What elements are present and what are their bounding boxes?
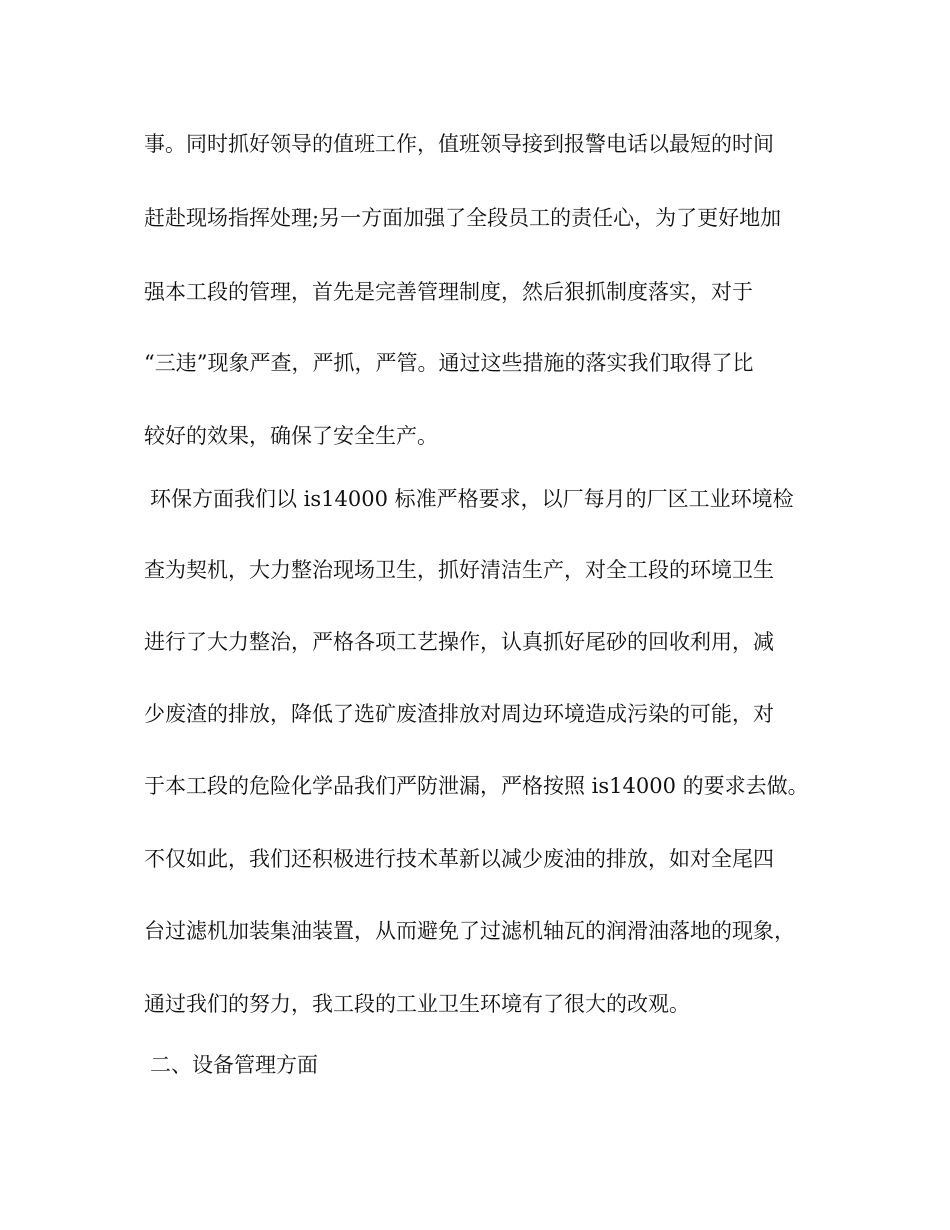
paragraph-line: 赶赴现场指挥处理;另一方面加强了全段员工的责任心，为了更好地加	[144, 206, 782, 230]
paragraph-line: 强本工段的管理，首先是完善管理制度，然后狠抓制度落实，对于	[144, 280, 753, 304]
paragraph-line: 进行了大力整治，严格各项工艺操作，认真抓好尾砂的回收利用，减	[144, 630, 774, 654]
paragraph-line: 查为契机，大力整治现场卫生，抓好清洁生产，对全工段的环境卫生	[144, 558, 774, 582]
paragraph-line: 事。同时抓好领导的值班工作，值班领导接到报警电话以最短的时间	[144, 132, 774, 156]
paragraph-line: 于本工段的危险化学品我们严防泄漏，严格按照 is14000 的要求去做。	[144, 774, 809, 798]
paragraph-line: 环保方面我们以 is14000 标准严格要求，以厂每月的厂区工业环境检	[150, 487, 794, 511]
paragraph-line: 不仅如此，我们还积极进行技术革新以减少废油的排放，如对全尾四	[144, 847, 774, 871]
section-heading: 二、设备管理方面	[150, 1053, 318, 1077]
paragraph-line: 少废渣的排放，降低了选矿废渣排放对周边环境造成污染的可能，对	[144, 702, 774, 726]
paragraph-line: “三违”现象严查，严抓，严管。通过这些措施的落实我们取得了比	[144, 351, 754, 375]
paragraph-line: 通过我们的努力，我工段的工业卫生环境有了很大的改观。	[144, 992, 690, 1016]
paragraph-line: 较好的效果，确保了安全生产。	[144, 424, 438, 448]
paragraph-line: 台过滤机加装集油装置，从而避免了过滤机轴瓦的润滑油落地的现象，	[144, 919, 795, 943]
